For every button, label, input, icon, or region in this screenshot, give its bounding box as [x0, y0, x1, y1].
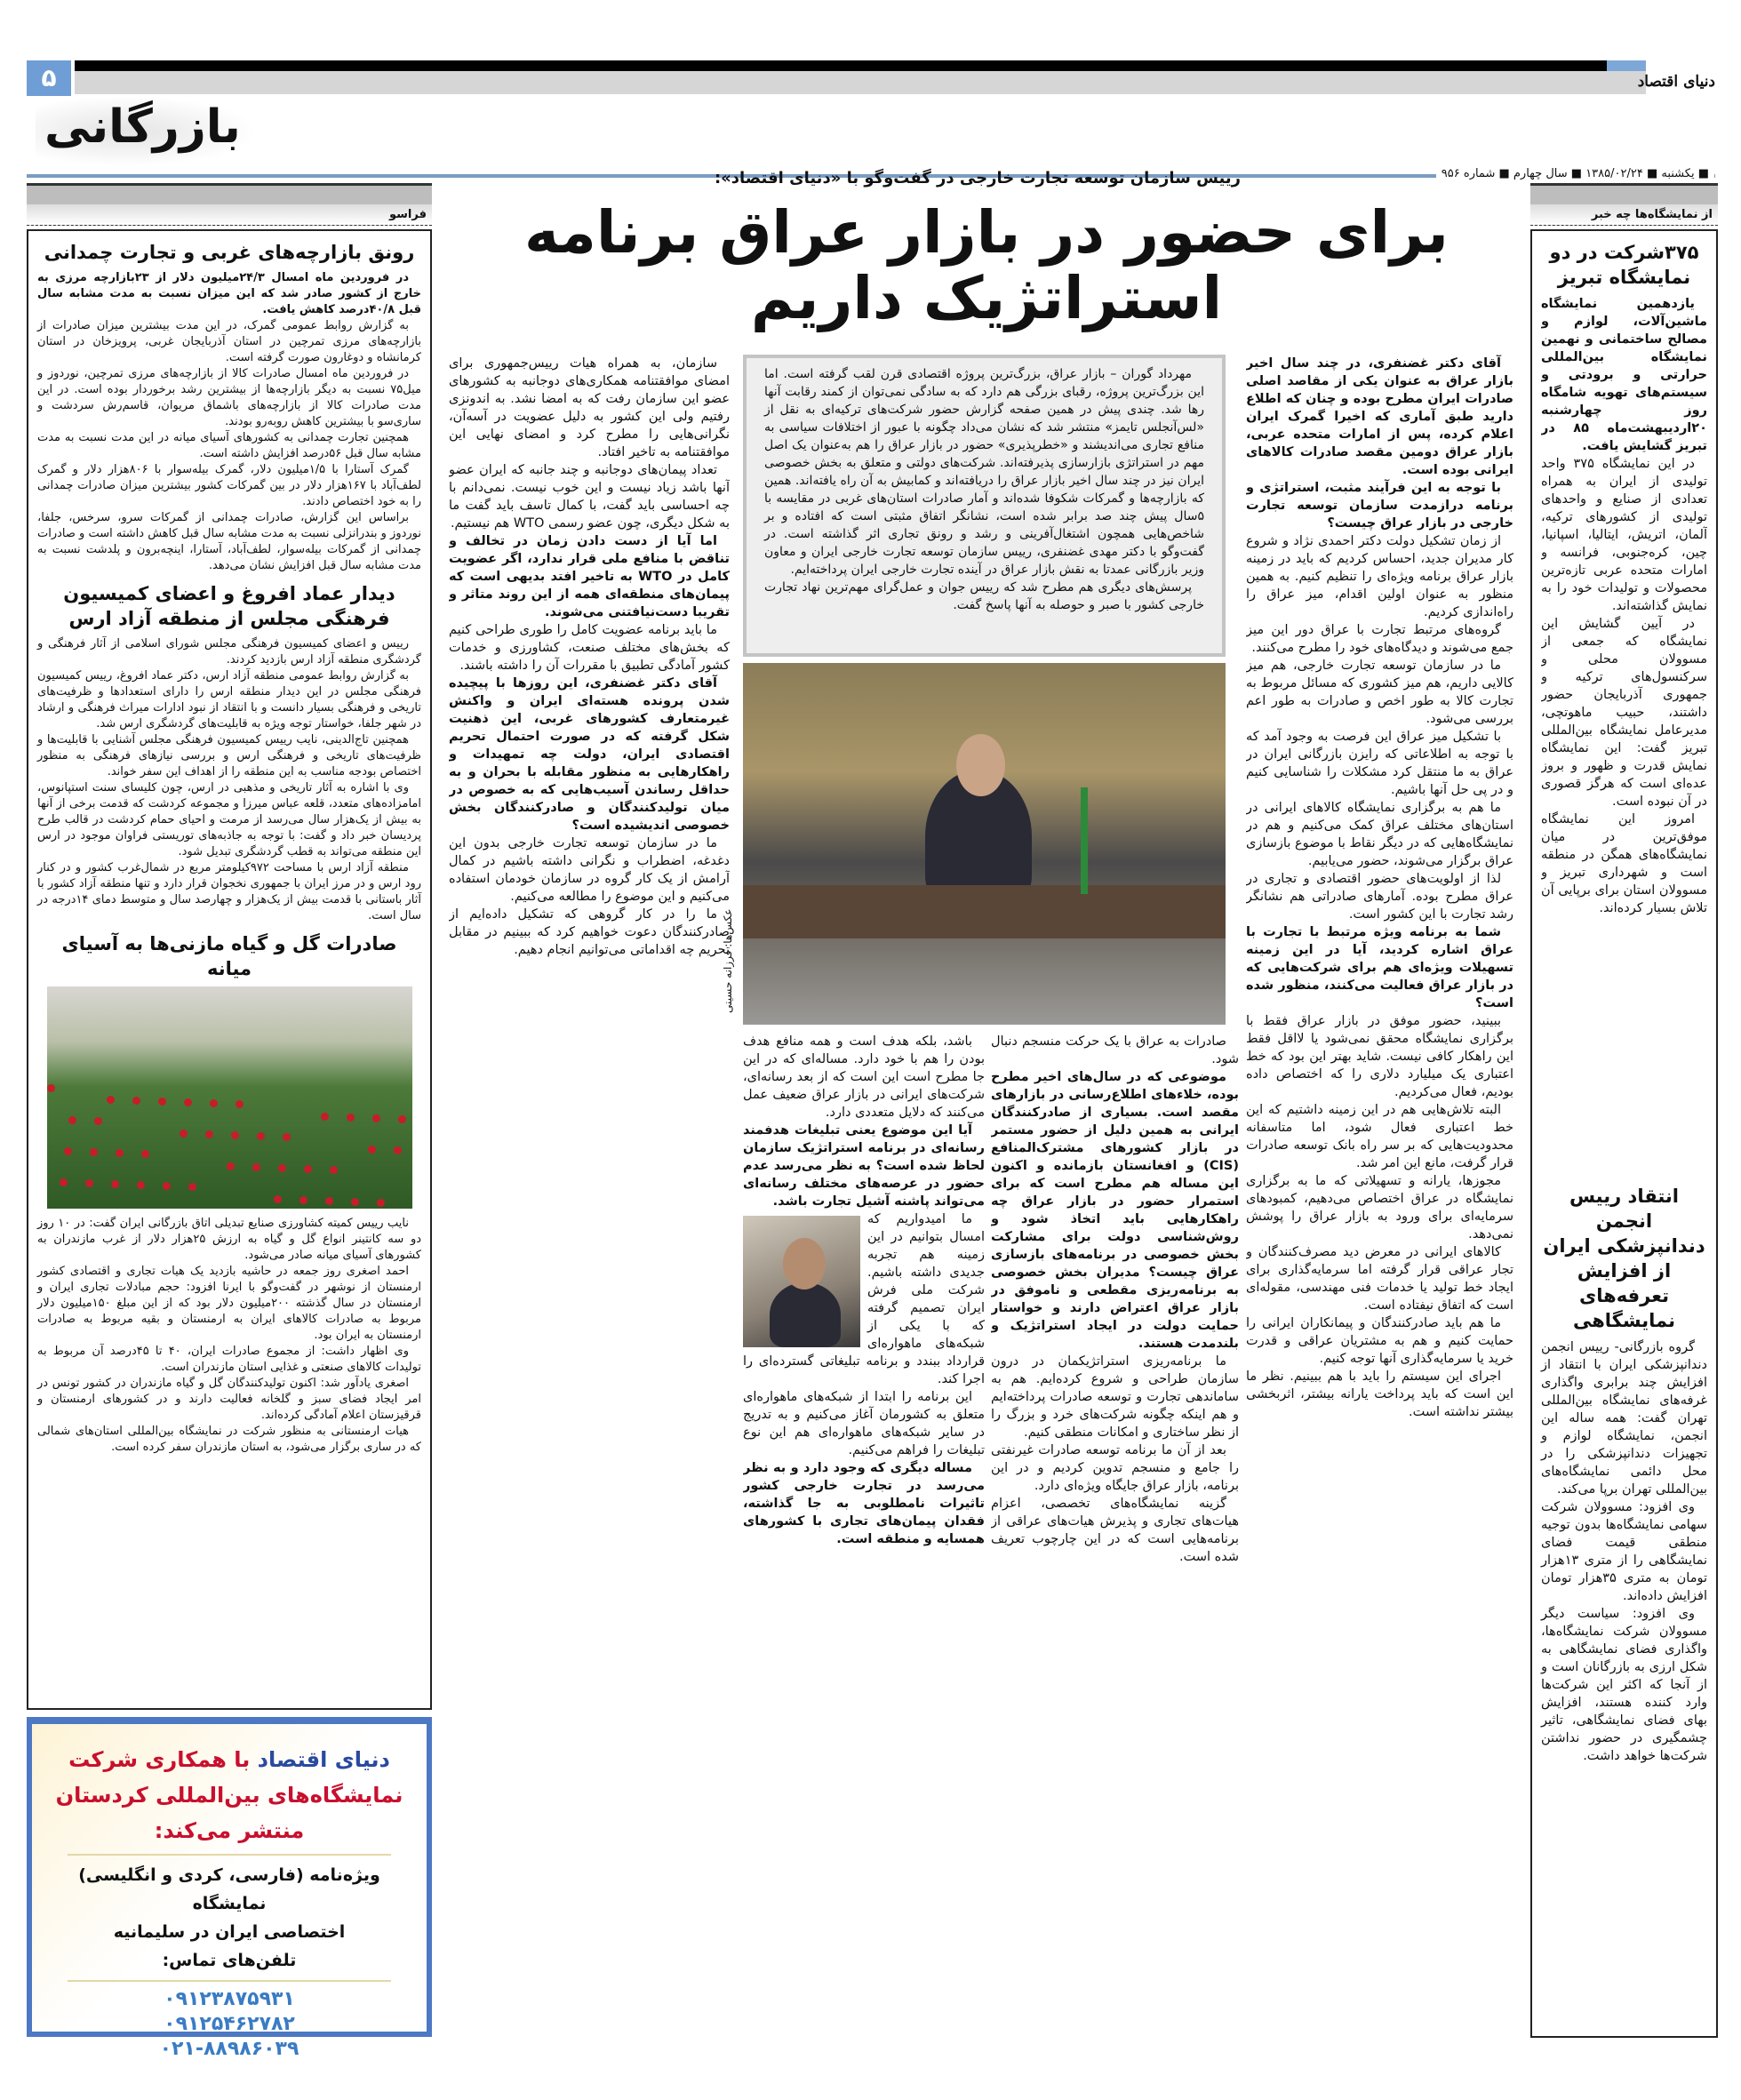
ad-phone: ۰۲۱-۸۸۹۸۶۰۳۹ [159, 2038, 299, 2060]
paragraph: ما باید برنامه عضویت کامل را طوری طراحی کنیم که بخش‌های مختلف صنعت، کشاورزی و خدمات کشور آمادگی تطبیق با مقررات آن را داشته باشند. [449, 623, 730, 673]
paragraph: ما هم به برگزاری نمایشگاه کالاهای ایرانی در استان‌های مختلف عراق کمک می‌کنیم و هم در نمایشگاه‌هایی که در دیگر نقاط با موضوع بازسازی عراق برگزار می‌شوند، حضور می‌یابیم. [1246, 801, 1513, 868]
news-item [1541, 1184, 1707, 1765]
newspaper-logo: دنیای اقتصاد [1637, 73, 1715, 91]
news-title: رونق بازارچه‌های غربی و تجارت چمدانی [44, 242, 415, 263]
section-title-text: بازرگانی [44, 100, 241, 154]
flower-mark [351, 1198, 359, 1206]
top-accent [1607, 60, 1646, 71]
paragraph: وی اظهار داشت: از مجموع صادرات ایران، ۴۰ تا ۴۵درصد آن مربوط به تولیدات کالاهای صنعتی و غذایی استان مازندران است. [37, 1345, 421, 1374]
column-header-bar [27, 183, 432, 204]
column-label: فراسو [27, 204, 432, 226]
flower-mark [90, 1148, 98, 1156]
column-header-bar [1530, 183, 1718, 204]
paragraph: در آیین گشایش این نمایشگاه که جمعی از مسوولان محلی و سرکنسول‌های ترکیه و جمهوری آذربایجان حضور داشتند، حبیب ماهوتچی، مدیرعامل نمایشگاه بین‌المللی تبریز گفت: این نمایشگاه نمایش قدرت و ظهور و بروز عده‌ای است که هرگز قصوری در آن نبوده است. [1541, 617, 1707, 809]
headline-line: برای حضور در بازار عراق برنامه [524, 198, 1449, 267]
flower-mark [278, 1164, 286, 1172]
question-paragraph: با توجه به این فرآیند مثبت، استراتژی و برنامه درازمدت سازمان توسعه تجارت خارجی در بازار عراق چیست؟ [1246, 481, 1513, 531]
flower-mark [111, 1180, 119, 1188]
paragraph: براساس این گزارش، صادرات چمدانی از گمرکات سرو، سرخس، جلفا، نوردوز و بندرانزلی نسبت به مدت مشابه سال قبل کاهش داشته است و صادرات چمدانی از گمرکات بیله‌سوار، لطف‌آباد، آستارا، اینچه‌برون و پلدشت نسبت به مدت مشابه سال قبل افزایش نشان می‌دهد. [37, 511, 421, 572]
flower-mark [107, 1096, 115, 1104]
paragraph: از زمان تشکیل دولت دکتر احمدی نژاد و شروع کار مدیران جدید، احساس کردیم که باید در زمینه بازار عراق برنامه ویژه‌ای را تنظیم کنیم. به همین منظور به عنوان اولین اقدام، میز عراق را راه‌اندازی کردیم. [1246, 534, 1513, 619]
news-title: دیدار عماد افروغ و اعضای کمیسیون فرهنگی مجلس از منطقه آزاد ارس [63, 583, 395, 629]
ad-body: اختصاصی ایران در سلیمانیه [113, 1922, 346, 1942]
flower-mark [64, 1147, 72, 1155]
left-column-header [27, 183, 432, 226]
flower-mark [94, 1117, 102, 1125]
paragraph: تعداد پیمان‌های دوجانبه و چند جانبه که ایران عضو آنها باشد زیاد نیست و این خوب نیست. نمی‌دانم با چه احساسی باید گفت، با کمال تاسف باید گفت ما به شکل دیگری، چون عضو رسمی WTO هم نیستیم. [449, 463, 730, 531]
paragraph: این برنامه را ابتدا از شبکه‌های ماهواره‌ای متعلق به کشورمان آغاز می‌کنیم و به تدریج در سایر شبکه‌های ماهواره‌ای هم این نوع تبلیغات را فراهم می‌کنیم. [743, 1390, 985, 1457]
paragraph: همچنین تجارت چمدانی به کشورهای آسیای میانه در این مدت نسبت به مدت مشابه سال قبل ۵۶درصد افزایش داشته است. [37, 431, 421, 460]
flower-mark [60, 1178, 68, 1186]
paragraph: باشد، بلکه هدف است و همه منافع هدف بودن را هم با خود دارد. مساله‌ای که در این جا مطرح است این است که از بعد رسانه‌ای، شرکت‌های ایرانی در بازار عراق ضعیف عمل می‌کنند که دلایل متعددی دارد. [743, 1034, 985, 1120]
paragraph: ما در سازمان توسعه تجارت خارجی بدون این دغدغه، اضطراب و نگرانی داشته باشیم در کمال آرامش از یک کار گروه در سازمان خودمان استفاده می‌کنیم و این موضوع را مطالعه می‌کنیم. [449, 836, 730, 904]
ad-phone: ۰۹۱۲۳۸۷۵۹۳۱ [164, 1988, 295, 2010]
news-body [37, 270, 421, 574]
flower-mark [85, 1179, 93, 1187]
flower-mark [137, 1181, 145, 1189]
article-column-1 [1246, 355, 1513, 2039]
flower-mark [321, 1113, 329, 1121]
paragraph: وی افزود: مسوولان شرکت سهامی نمایشگاه‌ها بدون توجیه منطقی قیمت فضای نمایشگاهی را از متری ۱۳هزار تومان به متری ۳۵هزار تومان افزایش داده‌اند. [1541, 1500, 1707, 1603]
flower-mark [231, 1131, 239, 1139]
ad-line [41, 1742, 418, 1777]
flower-mark [47, 1084, 55, 1092]
ad-contact-label: تلفن‌های تماس: [162, 1951, 297, 1970]
page-number: ۵ [27, 60, 71, 96]
ad-divider [68, 1854, 391, 1856]
top-band [75, 71, 1646, 94]
question-paragraph: اما آیا از دست دادن زمان در تخالف و تناقض با منافع ملی قرار ندارد، اگر عضویت کامل در WTO به تاخیر افتد بدیهی است که پیمان‌های منطقه‌ای همه از این روند متاثر و تقریبا دست‌نیافتنی می‌شوند. [449, 534, 730, 619]
paragraph: در این نمایشگاه ۳۷۵ واحد تولیدی از ایران به همراه تعدادی از صنایع و واحدهای تولیدی از کشورهای ترکیه، آلمان، اتریش، ایتالیا، اسپانیا، چین، کره‌جنوبی، فرانسه و امارات متحده عربی تازه‌ترین محصولات و تولیدات خود را به نمایش گذاشته‌اند. [1541, 457, 1707, 613]
news-body [37, 1216, 421, 1456]
flower-mark [330, 1166, 338, 1174]
right-column-header [1530, 183, 1718, 226]
paragraph: گروه‌های مرتبط تجارت با عراق دور این میز جمع می‌شوند و دیدگاه‌های خود را مطرح می‌کنند. [1246, 623, 1513, 655]
top-rule [75, 60, 1646, 71]
paragraph: صادرات به عراق با یک حرکت منسجم دنبال شود. [991, 1034, 1239, 1066]
paragraph: گمرک آستارا با ۱/۵میلیون دلار، گمرک بیله‌سوار با ۸۰۶هزار دلار و گمرک لطف‌آباد با ۱۶۷هزار دلار در بین گمرکات کشور بیشترین میزان صادرات چمدانی را به خود اختصاص دادند. [37, 463, 422, 508]
paragraph: منطقه آزاد ارس با مساحت ۹۷۲کیلومتر مربع در شمال‌غرب کشور و در کنار رود ارس و در مرز ایران با جمهوری نخجوان قرار دارد و تنها منطقه آزاد کشور با آثار باستانی با قدمت بیش از یک‌هزار و چهارصد سال و متوسط دمای ۱۴درجه در سال است. [37, 861, 421, 922]
paragraph: در فروردین ماه امسال صادرات کالا از بازارچه‌های مرزی تمرچین، نوردوز و میل۷۵ نسبت به دیگر بازارچه‌ها از بیشترین رشد برخوردار بوده است. در این مدت صادرات کالا از بازارچه‌های باشماق مریوان، قاسم‌رش سردشت و ساری‌سو با بیشترین کاهش روبه‌رو بودند. [37, 367, 421, 428]
article-intro-box [743, 355, 1226, 657]
flower-mark [184, 1098, 192, 1106]
paragraph: وی با اشاره به آثار تاریخی و مذهبی در ارس، چون کلیسای سنت استپانوس، امامزاده‌های متعدد، قلعه عباس میرزا و مجموعه کردشت که قدمت برخی از آنها به بیش از یک‌هزار سال می‌رسد از مرمت و احیای حمام کردشت در قالب طرح پردیسان خبر داد و گفت: با توجه به جاذبه‌های توریستی فراوان موجود در ارس این منطقه می‌تواند به قطب گردشگری تبدیل شود. [37, 781, 421, 858]
flower-mark [372, 1114, 380, 1122]
question-paragraph: موضوعی که در سال‌های اخیر مطرح بوده، خلاءهای اطلاع‌رسانی در بازارهای مقصد است. بسیاری از صادرکنندگان ایرانی به همین دلیل از حضور مستمر در بازار کشورهای مشترک‌المنافع (CIS) و افغانستان بازمانده و اکنون این مساله هم مطرح است که برای استمرار حضور در بازار عراق چه راهکارهایی باید اتخاذ شود و روش‌شناسی دولت برای مشارکت بخش خصوصی در برنامه‌های بازسازی عراق چیست؟ مدیران بخش خصوصی به برنامه‌ریزی مقطعی و ناموفق در بازار عراق اعتراض دارند و خواستار حمایت دولت در ایجاد استراتژیک و بلندمدت هستند. [991, 1070, 1239, 1351]
news-body [1541, 1338, 1707, 1765]
paragraph: با تشکیل میز عراق این فرصت به وجود آمد که با توجه به اطلاعاتی که رایزن بازرگانی ایران در عراق به ما منتقل کرد مشکلات را شناسایی کنیم و در پی حل آنها باشیم. [1246, 730, 1513, 797]
flower-mark [188, 1183, 196, 1191]
paragraph: مجوزها، یارانه و تسهیلاتی که ما به برگزاری نمایشگاه در عراق اختصاص می‌دهیم، کمبودهای سرمایه‌ای برای ورود به بازار عراق را پوشش نمی‌دهد. [1246, 1174, 1513, 1242]
paragraph: گزینه نمایشگاه‌های تخصصی، اعزام هیات‌های تجاری و پذیرش هیات‌های عراقی از برنامه‌هایی است که در این چارچوب تعریف شده است. [991, 1497, 1239, 1564]
paragraph: بعد از آن ما برنامه توسعه صادرات غیرنفتی را جامع و منسجم تدوین کردیم و در این برنامه، بازار عراق جایگاه ویژه‌ای دارد. [991, 1443, 1239, 1493]
paragraph: ما برنامه‌ریزی استراتژیکمان در درون سازمان طراحی و شروع کرده‌ایم. هم به ساماندهی تجارت و توسعه صادرات پرداخته‌ایم و هم اینکه چگونه شرکت‌های خرد و بزرگ را از نظر ساختاری و امکانات منطقی کنیم. [991, 1354, 1239, 1440]
article-kicker: رییس سازمان توسعه تجارت خارجی در گفت‌وگو با «دنیای اقتصاد»: [714, 169, 1242, 188]
news-body [37, 636, 421, 924]
article-column-3 [743, 1033, 985, 2039]
question-paragraph: آقای دکتر غضنفری، این روزها با پیچیده شدن پرونده هسته‌ای ایران و واکنش غیرمتعارف کشورهای غربی، این ذهنیت شکل گرفته که در صورت احتمال تحریم اقتصادی ایران، دولت چه تمهیدات و راهکارهایی به منظور مقابله با بحران و به حداقل رساندن آسیب‌هایی که به خصوص در میان تولیدکنندگان و صادرکنندگان بخش خصوصی اندیشیده است؟ [449, 676, 730, 833]
ad-body: ویژه‌نامه (فارسی، کردی و انگلیسی) نمایشگاه [78, 1865, 380, 1913]
dateline: ■ یکشنبه ■ ۱۳۸۵/۰۲/۲۴ ■ سال چهارم ■ شماره ۹۵۶ [1436, 167, 1714, 180]
flower-mark [274, 1195, 282, 1203]
paragraph: نایب رییس کمیته کشاورزی صنایع تبدیلی اتاق بازرگانی ایران گفت: در ۱۰ روز دو سه کانتینر انواع گل و گیاه به ارزش ۲۵هزار دلار از غرب مازندران به کشورهای آسیای میانه صادر می‌شود. [37, 1217, 422, 1262]
flower-mark [304, 1165, 312, 1173]
ad-line: منتشر می‌کند: [154, 1818, 305, 1843]
paragraph: اصغری یادآور شد: اکنون تولیدکنندگان گل و گیاه مازندران در کشور تونس در امر ایجاد فضای سبز و گلخانه فعالیت دارند و در کشورهای ارمنستان و قرقیزستان اعلام آمادگی کرده‌اند. [37, 1377, 421, 1422]
question-paragraph: مساله دیگری که وجود دارد و به نظر می‌رسد در تجارت خارجی کشور تاثیرات نامطلوبی به جا گذاشته، فقدان پیمان‌های تجاری با کشورهای همسایه و منطقه است. [743, 1461, 985, 1546]
flower-mark [377, 1199, 385, 1207]
interview-photo [743, 663, 1226, 1025]
flower-mark [180, 1130, 188, 1138]
question-paragraph: آیا این موضوع یعنی تبلیغات هدفمند رسانه‌ای در برنامه استراتژیک سازمان لحاظ شده است؟ به نظر می‌رسد عدم حضور در عرصه‌های مختلف رسانه‌ای می‌تواند پاشنه آشیل تجارت باشد. [743, 1123, 985, 1209]
paragraph: امروز این نمایشگاه موفق‌ترین در میان نمایشگاه‌های همگن در منطقه است و شهرداری تبریز و مسوولان استان برای برپایی آن تلاش بسیار کرده‌اند. [1541, 812, 1707, 915]
article-column-4 [449, 355, 730, 2039]
left-news-box [27, 229, 432, 1710]
paragraph: گروه بازرگانی- رییس انجمن دندانپزشکی ایران با انتقاد از افزایش چند برابری واگذاری غرفه‌های نمایشگاه بین‌المللی تهران گفت: همه ساله این انجمن، نمایشگاه لوازم و تجهیزات دندانپزشکی را در محل دائمی نمایشگاه‌های بین‌المللی تهران برپا می‌کند. [1541, 1340, 1707, 1497]
article-column-2 [991, 1033, 1239, 2039]
flower-mark [398, 1115, 406, 1123]
flower-mark [325, 1197, 333, 1205]
paragraph: به گزارش روابط عمومی گمرک، در این مدت بیشترین میزان صادرات از بازارچه‌های مرزی تمرچین در استان آذربایجان غربی، پرویزخان در استان کرمانشاه و دوغارون صورت گرفته است. [37, 319, 421, 364]
paragraph: کالاهای ایرانی در معرض دید مصرف‌کنندگان و تجار عراقی قرار گرفته اما سرمایه‌گذاری برای ایجاد خط تولید یا خدمات فنی مهندسی، مقوله‌ای است که اتفاق نیفتاده است. [1246, 1245, 1513, 1313]
paragraph: سازمان، به همراه هیات رییس‌جمهوری برای امضای موافقتنامه همکاری‌های دوجانبه به کشورهای عضو این سازمان رفت که به امضا نشد. به اندونزی رفتیم ولی این کشور به دلیل عضویت در آسه‌آن، نگرانی‌هایی را مطرح کرد و امضای نهایی این موافقتنامه به تاخیر افتاد. [449, 356, 730, 459]
paragraph: ما را در کار گروهی که تشکیل داده‌ایم از صادرکنندگان دعوت خواهیم کرد که ببینیم در مقابل تحریم چه اقداماتی می‌توانیم انجام دهیم. [449, 907, 730, 957]
news-title: ۳۷۵شرکت در دو نمایشگاه تبریز [1549, 242, 1699, 288]
flower-mark [257, 1132, 265, 1140]
paragraph: البته تلاش‌هایی هم در این زمینه داشتیم که این خط اعتباری فعال شود، اما متاسفانه محدودیت‌هایی که بر سر راه بانک توسعه صادرات قرار گرفت، مانع این امر شد. [1246, 1103, 1513, 1170]
flower-mark [227, 1162, 235, 1170]
news-title: انتقاد رییس انجمن دندانپزشکی ایران از افزایش تعرفه‌های نمایشگاهی [1543, 1186, 1705, 1331]
flower-mark [132, 1097, 140, 1105]
flower-mark [236, 1100, 244, 1108]
paragraph: لذا از اولویت‌های حضور اقتصادی و تجاری در عراق مطرح بوده. آمارهای صادراتی هم نشانگر رشد تجارت با این کشور است. [1246, 872, 1513, 922]
photo-credit: عکس‌ها: فرزانه حسینی [722, 908, 734, 1013]
news-item [1541, 236, 1707, 1180]
paragraph: مهرداد گوران – بازار عراق، بزرگ‌ترین پروژه اقتصادی قرن لقب گرفته است. اما این بزرگ‌ترین پروژه، رقبای بزرگی هم دارد که به سادگی نمی‌توان از کمند رقابت آنها رها شد. چندی پیش در همین صفحه گزارش حضور شرکت‌های ترکیه‌ای به نقل از «لس‌آنجلس تایمز» منتشر شد که نشان می‌داد چگونه با عبور از اختلافات سیاسی به منافع تجاری می‌اندیشند و «خطرپذیری» حضور در بازار عراق را هم به‌عنوان یک اصل مهم در استراتژی بازارسازی پذیرفته‌اند. شرکت‌های دولتی و متعلق به بخش خصوصی ایران نیز در چند سال اخیر بازار عراق را دریافته‌اند و کمابیش به آن راه یافته‌اند. همین که بازارچه‌ها و گمرکات شکوفا شده‌اند و آمار صادرات استان‌های غربی در مقایسه با ۵سال پیش چند صد برابر شده است، نشانگر اتفاق مثبتی است که افتاده و بر شاخص‌هایی همچون اشتغال‌آفرینی و رشد و رونق تجاری اثر گذاشته است. در گفت‌وگو با دکتر مهدی غضنفری، رییس سازمان توسعه تجارت خارجی ایران و معاون وزیر بازرگانی عمدتا به نقش بازار عراق در آینده تجارت خارجی ایران پرداخته‌ایم. [764, 367, 1204, 577]
paragraph: اجرای این سیستم را باید با هم ببینیم. نظر ما این است که باید پرداخت یارانه بیشتر، اثربخشی بیشتر نداشته است. [1246, 1369, 1513, 1419]
paragraph: احمد اصغری روز جمعه در حاشیه بازدید یک هیات تجاری و اقتصادی کشور ارمنستان از نوشهر در گفت‌وگو با ایرنا افزود: حجم مبادلات تجاری ایران و ارمنستان در سال گذشته ۲۰۰میلیون دلار بود که از این مبلغ ۱۵۰میلیون دلار مربوط به صادرات کالاهای ایران به ارمنستان و بقیه مربوط به صادرات ارمنستان به ایران بود. [37, 1265, 421, 1342]
paragraph: هیات ارمنستانی به منظور شرکت در نمایشگاه بین‌المللی استان‌های شمالی که در ساری برگزار می‌شود، به استان مازندران سفر کرده است. [37, 1425, 421, 1454]
section-title [36, 96, 267, 167]
ad-line: نمایشگاه‌های بین‌المللی کردستان [55, 1783, 403, 1808]
paragraph: به گزارش روابط عمومی منطقه آزاد ارس، دکتر عماد افروغ، رییس کمیسیون فرهنگی مجلس در این دیدار منطقه ارس را دارای استعدادها و ظرفیت‌های تاریخی و فرهنگی بسیار دانست و با انتقاد از نبود ادارات میراث فرهنگی و ارشاد در شهر جلفا، خواستار توجه ویژه به قابلیت‌های گردشگری ارس شد. [37, 669, 421, 731]
flower-mark [210, 1099, 218, 1107]
news-title: صادرات گل و گیاه مازنی‌ها به آسیای میانه [61, 933, 397, 979]
flower-mark [347, 1114, 355, 1122]
paragraph: پرسش‌های دیگری هم مطرح شد که رییس جوان و عمل‌گرای مهم‌ترین نهاد تجارت خارجی کشور با صبر و حوصله به آنها پاسخ گفت. [764, 580, 1204, 612]
flower-mark [116, 1149, 124, 1157]
flower-mark [368, 1146, 376, 1154]
paragraph: ببینید، حضور موفق در بازار عراق فقط با برگزاری نمایشگاه محقق نمی‌شود یا لااقل فقط این راهکار کافی نیست. شاید بهتر این بود که خط اعتباری یک میلیارد دلاری را که اختصاص داده بودیم، فعال می‌کردیم. [1246, 1014, 1513, 1099]
news-item [37, 581, 421, 924]
flower-mark [163, 1182, 171, 1190]
question-paragraph: آقای دکتر غضنفری، در چند سال اخیر بازار عراق به عنوان یکی از مقاصد اصلی صادرات ایران مطرح بوده و چنان که اطلاع دارید طبق آماری که اخیرا گمرک ایران اعلام کرده، پس از امارات متحده عربی، بازار عراق دومین مقصد صادرات کالاهای ایرانی بوده است. [1246, 356, 1513, 477]
flower-mark [205, 1130, 213, 1138]
flower-mark [252, 1163, 260, 1171]
flower-mark [394, 1146, 402, 1154]
question-paragraph: شما به برنامه ویژه مرتبط با تجارت با عراق اشاره کردید، آیا در این زمینه تسهیلات ویژه‌ای هم برای شرکت‌هایی که در بازار عراق فعالیت می‌کنند، منظور شده است؟ [1246, 925, 1513, 1010]
ad-brand: دنیای اقتصاد [257, 1747, 390, 1772]
paragraph: همچنین تاج‌الدینی، نایب رییس کمیسیون فرهنگی مجلس آشنایی با قابلیت‌ها و ظرفیت‌های تاریخی و فرهنگی ارس و بررسی نیازهای فرهنگی به منظور اختصاص بودجه مناسب به این منطقه را از اهداف این سفر خواند. [37, 733, 421, 779]
column-label: از نمایشگاه‌ها چه خبر [1530, 204, 1718, 226]
news-item [37, 240, 421, 574]
paragraph: رییس و اعضای کمیسیون فرهنگی مجلس شورای اسلامی از آثار فرهنگی و گردشگری منطقه آزاد ارس بازدید کردند. [37, 637, 421, 667]
flower-mark [299, 1196, 307, 1204]
question-paragraph: یازدهمین نمایشگاه ماشین‌آلات، لوازم و مصالح ساختمانی و نهمین نمایشگاه بین‌المللی حرارتی و برودتی و سیستم‌های تهویه شامگاه روز چهارشنبه ۲۰اردیبهشت‌ماه ۸۵ در تبریز گشایش یافت. [1541, 297, 1707, 453]
ad-phone: ۰۹۱۲۵۴۶۲۷۸۲ [164, 2013, 295, 2035]
ad-divider [68, 1980, 391, 1982]
paragraph: ما امیدواریم که امسال بتوانیم در این زمینه هم تجربه جدیدی داشته باشیم. شرکت ملی فرش ایران تصمیم گرفته که با یکی از شبکه‌های ماهواره‌ای قرارداد ببندد و برنامه تبلیغاتی گسترده‌ای را اجرا کند. [743, 1212, 985, 1386]
flower-greenhouse-photo [47, 986, 412, 1209]
advertisement [27, 1717, 432, 2060]
news-body [1541, 295, 1707, 917]
flower-mark [68, 1116, 76, 1124]
headline-line: استراتژیک داریم [750, 264, 1223, 332]
right-news-box [1530, 229, 1718, 2038]
paragraph: وی افزود: سیاست دیگر مسوولان شرکت نمایشگاه‌ها، واگذاری فضای نمایشگاهی به شکل ارزی به بازرگانان است و از آنجا که اکثر این شرکت‌ها وارد کننده هستند، افزایش بهای فضای نمایشگاهی، تاثیر چشمگیری در حضور نداشتن شرکت‌ها خواهد داشت. [1541, 1607, 1707, 1763]
article-headline [498, 200, 1475, 331]
portrait-photo [743, 1216, 860, 1347]
paragraph: ما در سازمان توسعه تجارت خارجی، هم میز کالایی داریم، هم میز کشوری که مسائل مربوط به تجارت کالا به طور اخص و صادرات به طور اعم بررسی می‌شود. [1246, 659, 1513, 726]
paragraph: ما هم باید صادرکنندگان و پیمانکاران ایرانی را حمایت کنیم و هم به مشتریان عراقی و قدرت خرید یا سرمایه‌گذاری آنها توجه کنیم. [1246, 1316, 1513, 1366]
flower-mark [141, 1150, 149, 1158]
news-item [37, 931, 421, 1456]
question-paragraph: در فروردین ماه امسال ۲۴/۳میلیون دلار از ۲۳بازارچه مرزی به خارج از کشور صادر شد که این میزان نسبت به مدت مشابه سال قبل ۴۰/۸درصد کاهش یافت. [37, 271, 421, 316]
ad-text: با همکاری شرکت [68, 1747, 251, 1772]
flower-mark [158, 1098, 166, 1106]
flower-mark [283, 1133, 291, 1141]
